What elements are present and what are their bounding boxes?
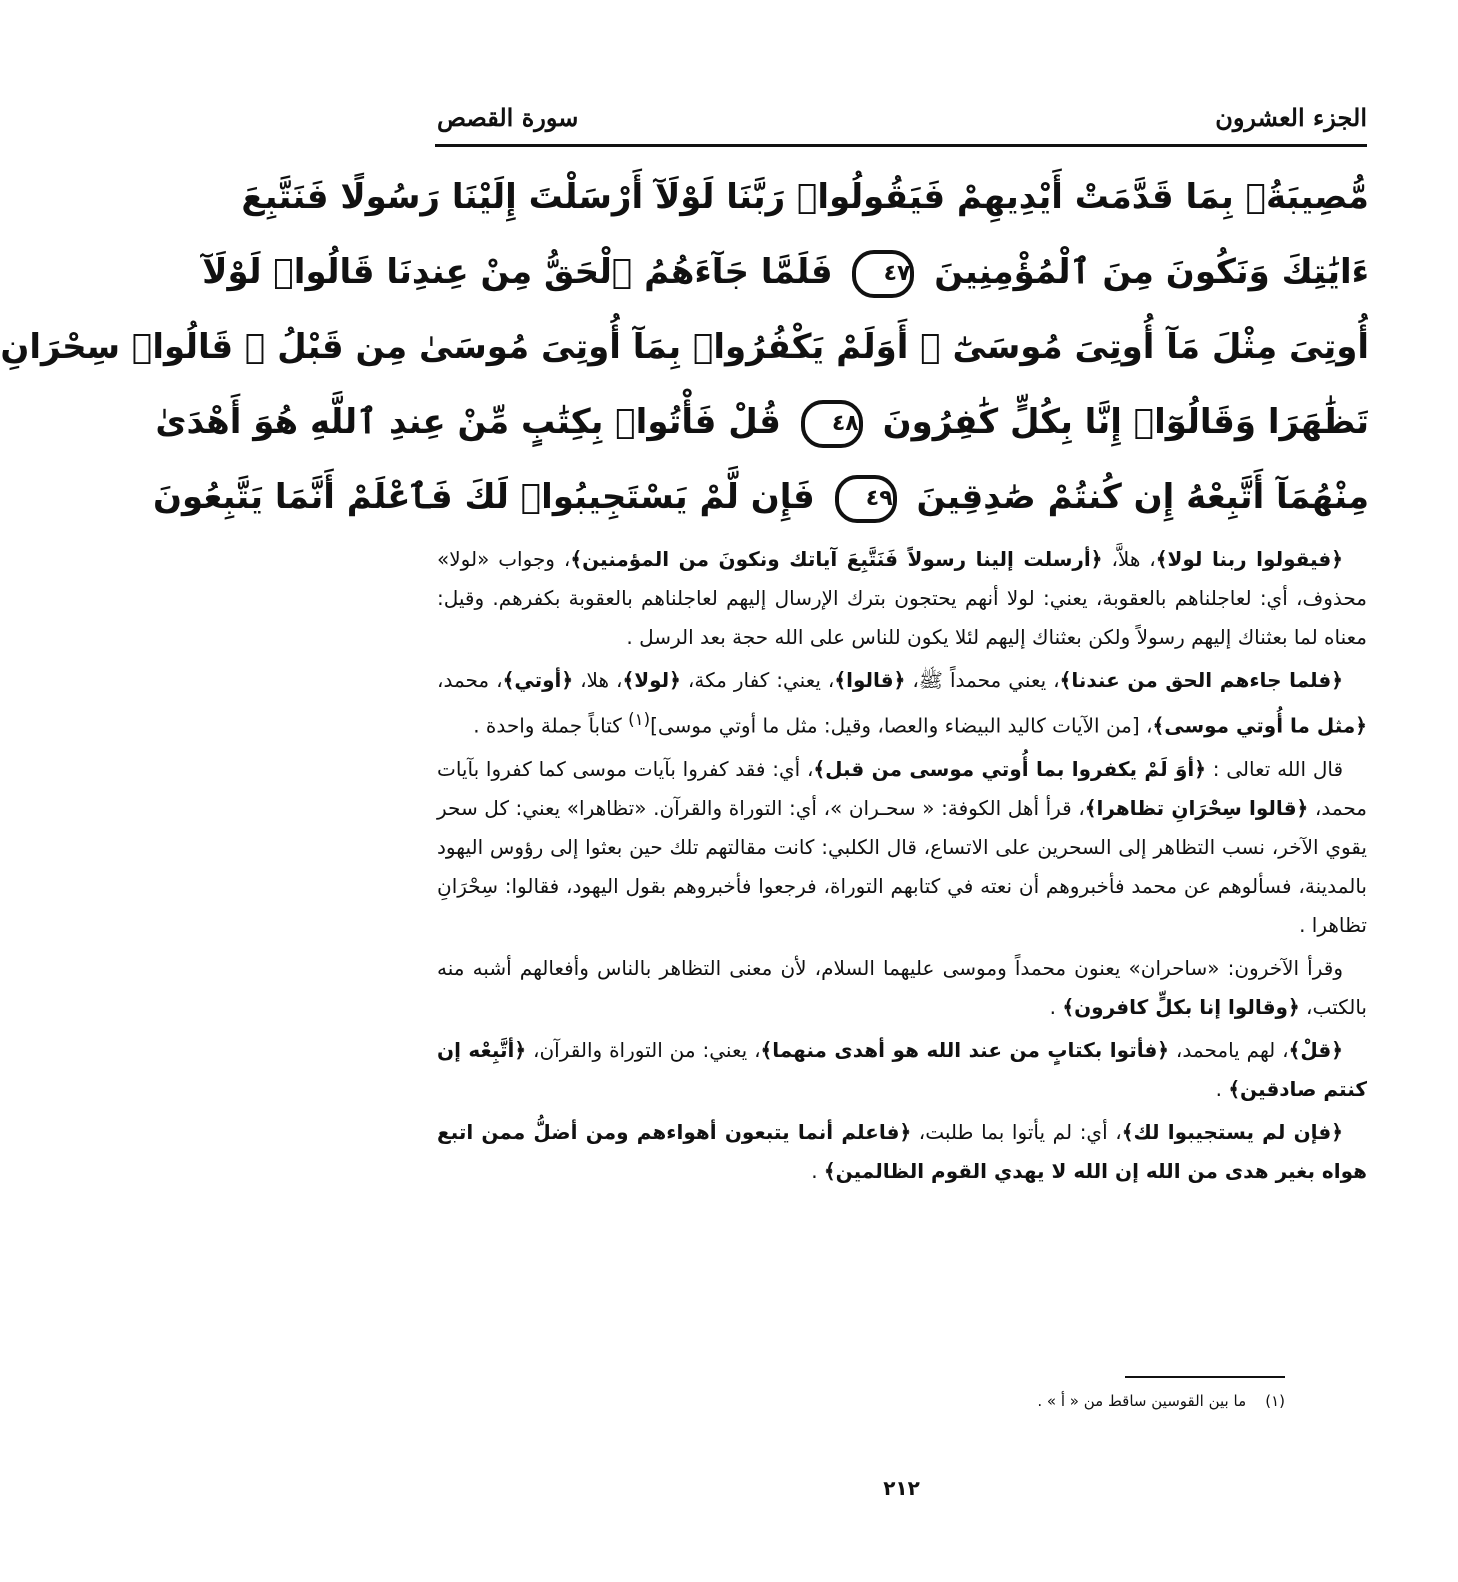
quran-line-2: ءَايَٰتِكَ وَنَكُونَ مِنَ ٱلْمُؤْمِنِينَ ٤٧ فَلَمَّا جَآءَهُمُ ٱلْحَقُّ مِنْ عِندِنَا قَالُوا۟ لَوْلَآ	[433, 235, 1369, 310]
ayah-number-marker: ٤٨	[801, 400, 863, 448]
ayah-number-marker: ٤٧	[852, 250, 914, 298]
quran-line-3: أُوتِىَ مِثْلَ مَآ أُوتِىَ مُوسَىٰٓ ۚ أَوَلَمْ يَكْفُرُوا۟ بِمَآ أُوتِىَ مُوسَىٰ مِن قَبْلُ ۖ قَالُوا۟ سِحْرَانِ	[0, 327, 1369, 367]
tafsir-paragraph: ﴿فلما جاءهم الحق من عندنا﴾، يعني محمداً ﷺ، ﴿قالوا﴾، يعني: كفار مكة، ﴿لولا﴾، هلا، ﴿أوتي﴾، محمد، ﴿مثل ما أُوتي موسى﴾، [من الآيات كاليد البيضاء والعصا، وقيل: مثل ما أوتي موسى]$^{(١)}$ كتاباً جملة واحدة .	[437, 668, 1367, 738]
quran-line-5: مِنْهُمَآ أَتَّبِعْهُ إِن كُنتُمْ صَٰدِقِينَ ٤٩ فَإِن لَّمْ يَسْتَجِيبُوا۟ لَكَ فَٱعْلَمْ أَنَّمَا يَتَّبِعُونَ	[433, 460, 1369, 535]
footnote-text: ما بين القوسين ساقط من « أ » .	[1037, 1392, 1247, 1410]
ayah-number-marker: ٤٩	[835, 475, 897, 523]
tafsir-paragraph: ﴿فإن لم يستجيبوا لك﴾، أي: لم يأتوا بما طلبت، ﴿فاعلم أنما يتبعون أهواءهم ومن أضلُّ ممن اتبع هواه بغير هدى من الله إن الله لا يهدي القوم الظالمين﴾ .	[437, 1119, 1367, 1183]
footnote	[905, 1392, 1285, 1410]
tafsir-paragraph: قال الله تعالى : ﴿أوَ لَمْ يكفروا بما أُوتي موسى من قبل﴾، أي: فقد كفروا بآيات موسى كما كفروا بآيات محمد، ﴿قالوا سِحْرَانِ تظاهرا﴾، قرأ أهل الكوفة: « سحـران »، أي: التوراة والقرآن. «تظاهرا» يعني: كل سحر يقوي الآخر، نسب التظاهر إلى السحرين على الاتساع، قال الكلبي: كانت مقالتهم تلك حين بعثوا إلى رؤوس اليهود بالمدينة، فسألوهم عن محمد فأخبروهم أن نعته في كتابهم التوراة، فرجعوا فأخبروهم بقول اليهود، فقالوا: سِحْرَانِ تظاهرا .	[437, 756, 1367, 937]
quran-line-4: تَظَٰهَرَا وَقَالُوٓا۟ إِنَّا بِكُلٍّ كَٰفِرُونَ ٤٨ قُلْ فَأْتُوا۟ بِكِتَٰبٍ مِّنْ عِندِ ٱللَّهِ هُوَ أَهْدَىٰ	[433, 385, 1369, 460]
quran-text-block	[0, 160, 1369, 535]
header-divider	[435, 144, 1367, 147]
tafsir-paragraph: ﴿فيقولوا ربنا لولا﴾، هلاَّ، ﴿أرسلت إلينا رسولاً فَنَتَّبِعَ آياتك ونكونَ من المؤمنين﴾، وجواب «لولا» محذوف، أي: لعاجلناهم بالعقوبة، يعني: لولا أنهم يحتجون بترك الإرسال إليهم لعاجلناهم بالعقوبة بكفرهم. وقيل: معناه لما بعثناك إليهم رسولاً ولكن بعثناك إليهم لئلا يكون للناس على الله حجة بعد الرسل .	[437, 547, 1367, 649]
footnote-reference: (١)	[628, 710, 651, 729]
page-header	[437, 92, 1367, 132]
tafsir-commentary	[437, 540, 1367, 1195]
quran-line-1: مُّصِيبَةُۢ بِمَا قَدَّمَتْ أَيْدِيهِمْ فَيَقُولُوا۟ رَبَّنَا لَوْلَآ أَرْسَلْتَ إِلَيْنَا رَسُولًا فَنَتَّبِعَ	[241, 177, 1369, 217]
tafsir-paragraph: ﴿قلْ﴾، لهم يامحمد، ﴿فأتوا بكتابٍ من عند الله هو أهدى منهما﴾، يعني: من التوراة والقرآن، ﴿أتَّبِعْه إن كنتم صادقين﴾ .	[437, 1037, 1367, 1101]
header-juz-title: الجزء العشرون	[1215, 103, 1367, 132]
footnote-divider	[1125, 1376, 1285, 1378]
header-surah-title: سورة القصص	[437, 103, 579, 132]
footnote-number: (١)	[1265, 1392, 1285, 1410]
page-number: ٢١٢	[883, 1476, 920, 1500]
tafsir-paragraph: وقرأ الآخرون: «ساحران» يعنون محمداً وموسى عليهما السلام، لأن معنى التظاهر بالناس وأفعالهم أشبه منه بالكتب، ﴿وقالوا إنا بكلٍّ كافرون﴾ .	[437, 955, 1367, 1019]
